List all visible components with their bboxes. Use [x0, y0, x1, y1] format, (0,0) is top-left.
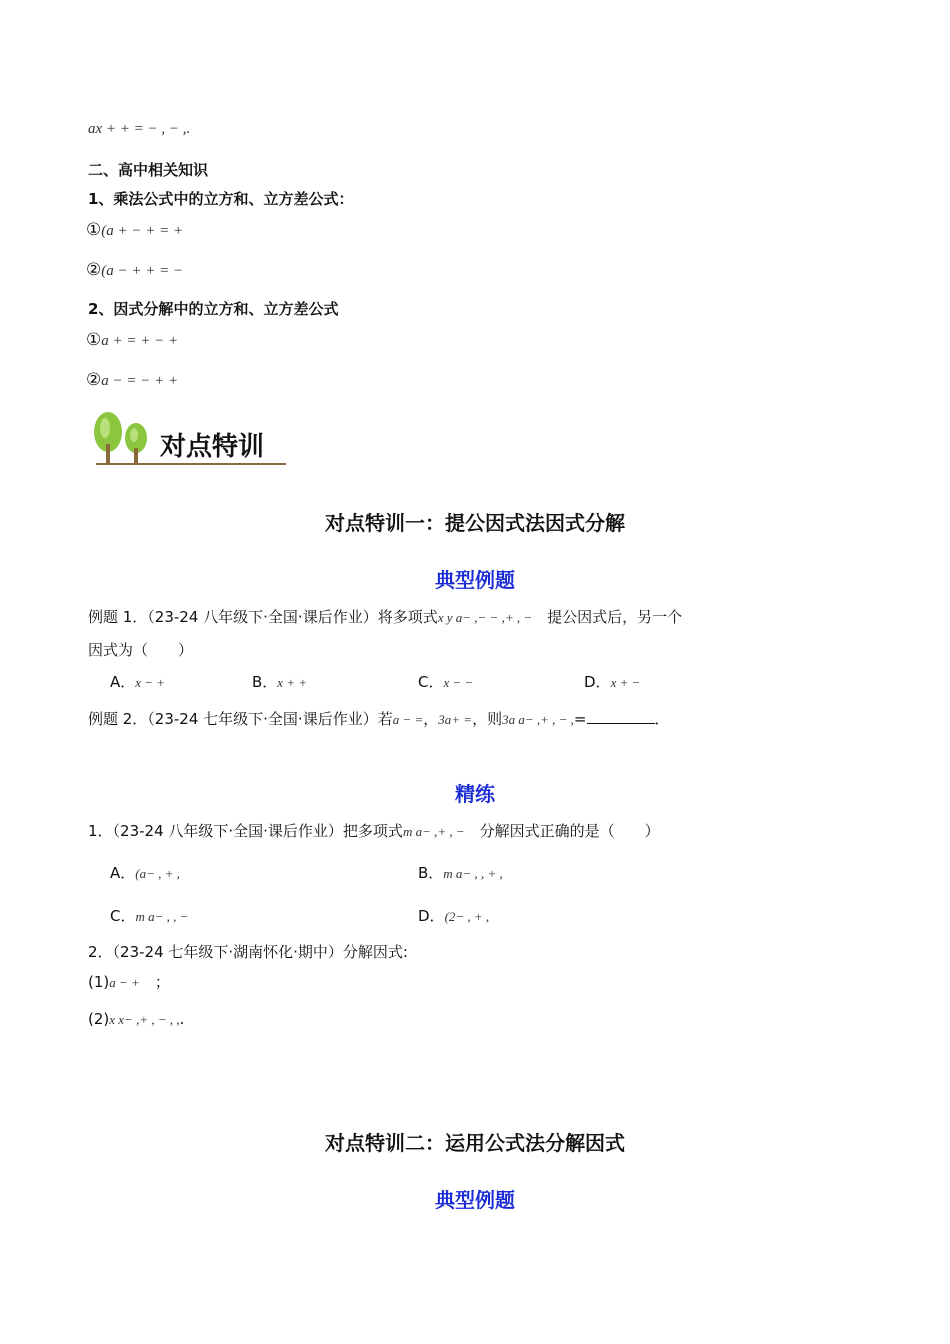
- option-label: D．: [418, 907, 445, 925]
- item2-formula-1: [86, 330, 178, 350]
- section-banner: [92, 410, 292, 470]
- circled-two: ②: [86, 370, 102, 390]
- q1-option-d: [418, 905, 489, 926]
- q1-option-b: [418, 862, 503, 883]
- example-1-suffix: 提公因式后，另一个: [547, 608, 683, 626]
- question-2-part-1: [88, 971, 170, 992]
- item2-formula-2: [86, 370, 178, 390]
- practice-heading: 精练: [455, 782, 495, 806]
- example-2: [88, 708, 670, 729]
- option-c: [418, 671, 473, 692]
- option-math: m a− , , −: [135, 909, 189, 924]
- example-2-math1: a − =: [392, 712, 424, 727]
- circled-one: ①: [86, 220, 102, 240]
- comma: ，: [423, 710, 439, 728]
- part1-example-heading: 典型例题: [435, 568, 515, 592]
- banner-title: 对点特训: [160, 432, 265, 462]
- question-1-suffix: 分解因式正确的是（ ）: [479, 822, 660, 840]
- formula-text: (a + − + = +: [101, 223, 184, 239]
- part-label: (2): [88, 1010, 110, 1028]
- question-2-part-2: [88, 1010, 184, 1028]
- banner-underline: [96, 463, 286, 465]
- item2-title: 2、因式分解中的立方和、立方差公式: [88, 300, 339, 318]
- part-math: a − +: [109, 975, 140, 990]
- question-1-math: m a− ,+ , −: [402, 824, 465, 839]
- item1-title: 1、乘法公式中的立方和、立方差公式：: [88, 190, 354, 208]
- example-2-math3: 3a a− ,+ , − ,: [502, 712, 574, 727]
- option-d: [584, 671, 640, 692]
- period: ．: [654, 710, 670, 728]
- equals: =: [573, 710, 587, 728]
- example-1-line2: 因式为（ ）: [88, 641, 194, 659]
- answer-blank[interactable]: [587, 709, 655, 724]
- question-1-prefix: 1．（23-24 八年级下·全国·课后作业）把多项式: [88, 822, 403, 840]
- example-1-prefix: 例题 1．（23-24 八年级下·全国·课后作业）将多项式: [88, 608, 438, 626]
- question-2: 2．（23-24 七年级下·湖南怀化·期中）分解因式:: [88, 943, 408, 961]
- example-2-prefix: 例题 2．（23-24 七年级下·全国·课后作业）若: [88, 710, 393, 728]
- part1-title: 对点特训一：提公因式法因式分解: [325, 511, 625, 535]
- part2-example-heading: 典型例题: [435, 1188, 515, 1212]
- top-formula: ax + + = − , − ,.: [88, 121, 191, 137]
- option-math: m a− , , + ,: [443, 866, 503, 881]
- option-label: B．: [252, 673, 278, 691]
- option-math: x − +: [135, 675, 166, 690]
- option-label: A．: [110, 864, 136, 882]
- option-b: [252, 671, 307, 692]
- q1-option-c: [110, 905, 188, 926]
- section-heading: 二、高中相关知识: [88, 161, 209, 179]
- part2-title: 对点特训二：运用公式法分解因式: [325, 1131, 625, 1155]
- example-1-math: x y a− ,− − ,+ , −: [437, 610, 533, 625]
- item1-formula-1: [86, 220, 183, 240]
- option-label: C．: [110, 907, 136, 925]
- semicolon: ；: [154, 973, 170, 991]
- option-label: C．: [418, 673, 444, 691]
- option-math: x − −: [443, 675, 474, 690]
- part-label: (1): [88, 973, 110, 991]
- tree-icon: [92, 410, 162, 466]
- option-math: (a− , + ,: [135, 866, 180, 881]
- q1-option-a: [110, 862, 180, 883]
- circled-one: ①: [86, 330, 102, 350]
- option-math: (2− , + ,: [444, 909, 490, 924]
- option-math: x + +: [277, 675, 308, 690]
- option-label: B．: [418, 864, 444, 882]
- period: .: [179, 1010, 185, 1028]
- option-a: [110, 671, 165, 692]
- formula-text: a − = − + +: [101, 373, 179, 389]
- part-math: x x− ,+ , − , ,: [109, 1012, 180, 1027]
- question-1: [88, 820, 660, 841]
- then-word: ，则: [472, 710, 503, 728]
- example-1: [88, 606, 682, 627]
- option-math: x + −: [610, 675, 641, 690]
- example-2-math2: 3a+ =: [438, 712, 473, 727]
- option-label: D．: [584, 673, 611, 691]
- circled-two: ②: [86, 260, 102, 280]
- formula-text: a + = + − +: [101, 333, 179, 349]
- option-label: A．: [110, 673, 136, 691]
- item1-formula-2: [86, 260, 183, 280]
- formula-text: (a − + + = −: [101, 263, 184, 279]
